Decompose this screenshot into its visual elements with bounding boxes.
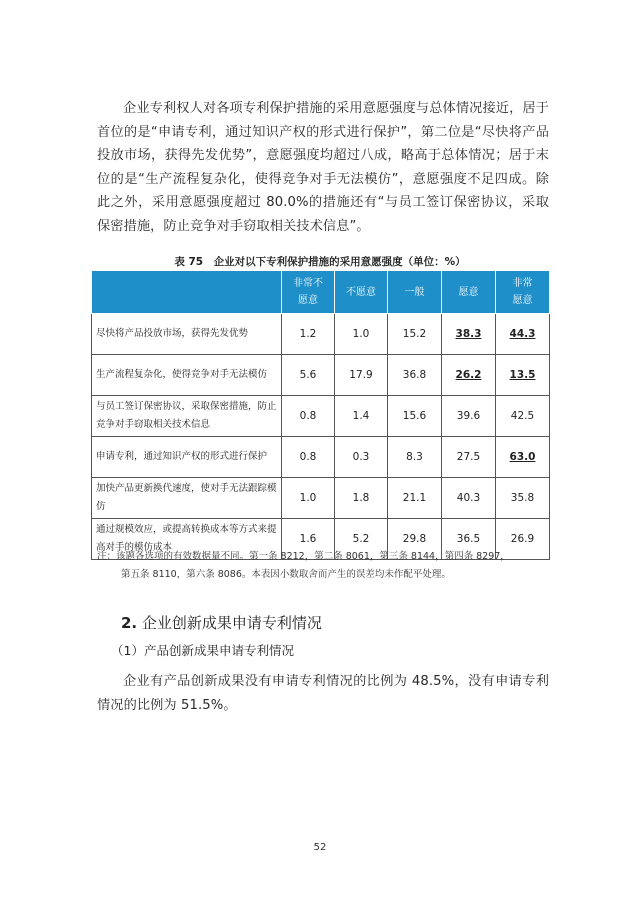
table-row — [92, 437, 550, 478]
value-text: 29.8 — [402, 533, 427, 545]
row-label: 尽快将产品投放市场，获得先发优势 — [92, 314, 282, 355]
row-label: 通过规模效应，或提高转换成本等方式来提高对手的模仿成本 — [92, 519, 282, 560]
page-number: 52 — [313, 842, 327, 853]
table-row — [92, 314, 550, 355]
row-label: 生产流程复杂化，使得竞争对手无法模仿 — [92, 355, 282, 396]
table-row — [92, 478, 550, 519]
value-text: 26.2 — [455, 369, 482, 381]
value-text: 0.8 — [299, 451, 317, 463]
value-cell — [282, 355, 335, 396]
value-cell — [442, 314, 496, 355]
value-text: 27.5 — [456, 451, 481, 463]
value-text: 1.4 — [352, 410, 370, 422]
value-text: 36.8 — [402, 369, 427, 381]
section-title: 企业创新成果申请专利情况 — [141, 614, 322, 632]
value-cell — [442, 355, 496, 396]
value-cell — [335, 355, 388, 396]
value-cell — [282, 478, 335, 519]
value-text: 0.8 — [299, 410, 317, 422]
value-text: 44.3 — [509, 328, 536, 340]
value-text: 15.6 — [402, 410, 427, 422]
value-text: 26.9 — [510, 533, 535, 545]
value-text: 21.1 — [402, 492, 427, 504]
value-cell — [442, 396, 496, 437]
value-text: 1.0 — [299, 492, 317, 504]
value-cell — [388, 314, 442, 355]
intro-paragraph: 企业专利权人对各项专利保护措施的采用意愿强度与总体情况接近，居于首位的是“申请专利，通过知识产权的形式进行保护”，第二位是“尽快将产品投放市场，获得先发优势”，意愿强度均超过八成，略高于总体情况；居于末位的是“生产流程复杂化，使得竞争对手无法模仿”，意愿强度不足四成。除此之外，采用意愿强度超过 80.0%的措施还有“与员工签订保密协议，采取保密措施，防止竞争对手窃取相关技术信息”。 — [97, 101, 549, 234]
value-text: 0.3 — [352, 451, 370, 463]
value-cell — [496, 396, 550, 437]
value-cell — [282, 437, 335, 478]
value-text: 1.2 — [299, 328, 317, 340]
header-cell: 不愿意 — [335, 271, 388, 314]
note-line-1: 注：该题各选项的有效数据量不同。第一条 8212，第二条 8061，第三条 8144，第四条 8297， — [97, 551, 510, 562]
value-text: 13.5 — [509, 369, 536, 381]
header-cell: 非常不 愿意 — [282, 271, 335, 314]
subsection-heading: （1）产品创新成果申请专利情况 — [111, 643, 294, 658]
row-label: 与员工签订保密协议，采取保密措施，防止竞争对手窃取相关技术信息 — [92, 396, 282, 437]
value-text: 36.5 — [456, 533, 481, 545]
value-cell — [335, 314, 388, 355]
value-text: 39.6 — [456, 410, 481, 422]
value-cell — [388, 396, 442, 437]
value-text: 5.2 — [352, 533, 370, 545]
value-text: 5.6 — [299, 369, 317, 381]
value-text: 1.8 — [352, 492, 370, 504]
value-cell — [282, 314, 335, 355]
value-cell — [335, 396, 388, 437]
value-cell — [442, 478, 496, 519]
value-text: 38.3 — [455, 328, 482, 340]
value-text: 17.9 — [349, 369, 373, 381]
value-text: 8.3 — [406, 451, 423, 463]
section-heading — [121, 612, 322, 633]
value-cell — [388, 355, 442, 396]
value-cell — [496, 314, 550, 355]
value-cell — [335, 478, 388, 519]
value-cell — [442, 437, 496, 478]
second-paragraph: 企业有产品创新成果没有申请专利情况的比例为 48.5%，没有申请专利情况的比例为 51.5%。 — [97, 674, 549, 713]
table-row — [92, 355, 550, 396]
table-row — [92, 396, 550, 437]
value-text: 15.2 — [402, 328, 427, 340]
value-text: 63.0 — [509, 451, 536, 463]
note-line-2: 第五条 8110，第六条 8086。本表因小数取舍而产生的误差均未作配平处理。 — [121, 569, 451, 580]
value-cell — [282, 396, 335, 437]
value-cell — [496, 478, 550, 519]
value-cell — [335, 437, 388, 478]
value-text: 40.3 — [456, 492, 481, 504]
value-text: 42.5 — [510, 410, 535, 422]
value-text: 35.8 — [510, 492, 535, 504]
protection-measures-table — [91, 270, 550, 560]
row-label: 申请专利，通过知识产权的形式进行保护 — [92, 437, 282, 478]
value-cell — [496, 355, 550, 396]
table-header-row — [92, 271, 550, 314]
value-cell — [388, 478, 442, 519]
value-cell — [496, 437, 550, 478]
value-text: 1.0 — [352, 328, 370, 340]
value-cell — [388, 437, 442, 478]
value-text: 1.6 — [299, 533, 317, 545]
table-title: 表 75 企业对以下专利保护措施的采用意愿强度（单位：%） — [174, 256, 466, 268]
header-cell — [92, 271, 282, 314]
header-cell: 非常 愿意 — [496, 271, 550, 314]
row-label: 加快产品更新换代速度，使对手无法跟踪模仿 — [92, 478, 282, 519]
table-note — [97, 548, 549, 584]
header-cell: 愿意 — [442, 271, 496, 314]
header-cell: 一般 — [388, 271, 442, 314]
section-number: 2. — [121, 614, 138, 632]
